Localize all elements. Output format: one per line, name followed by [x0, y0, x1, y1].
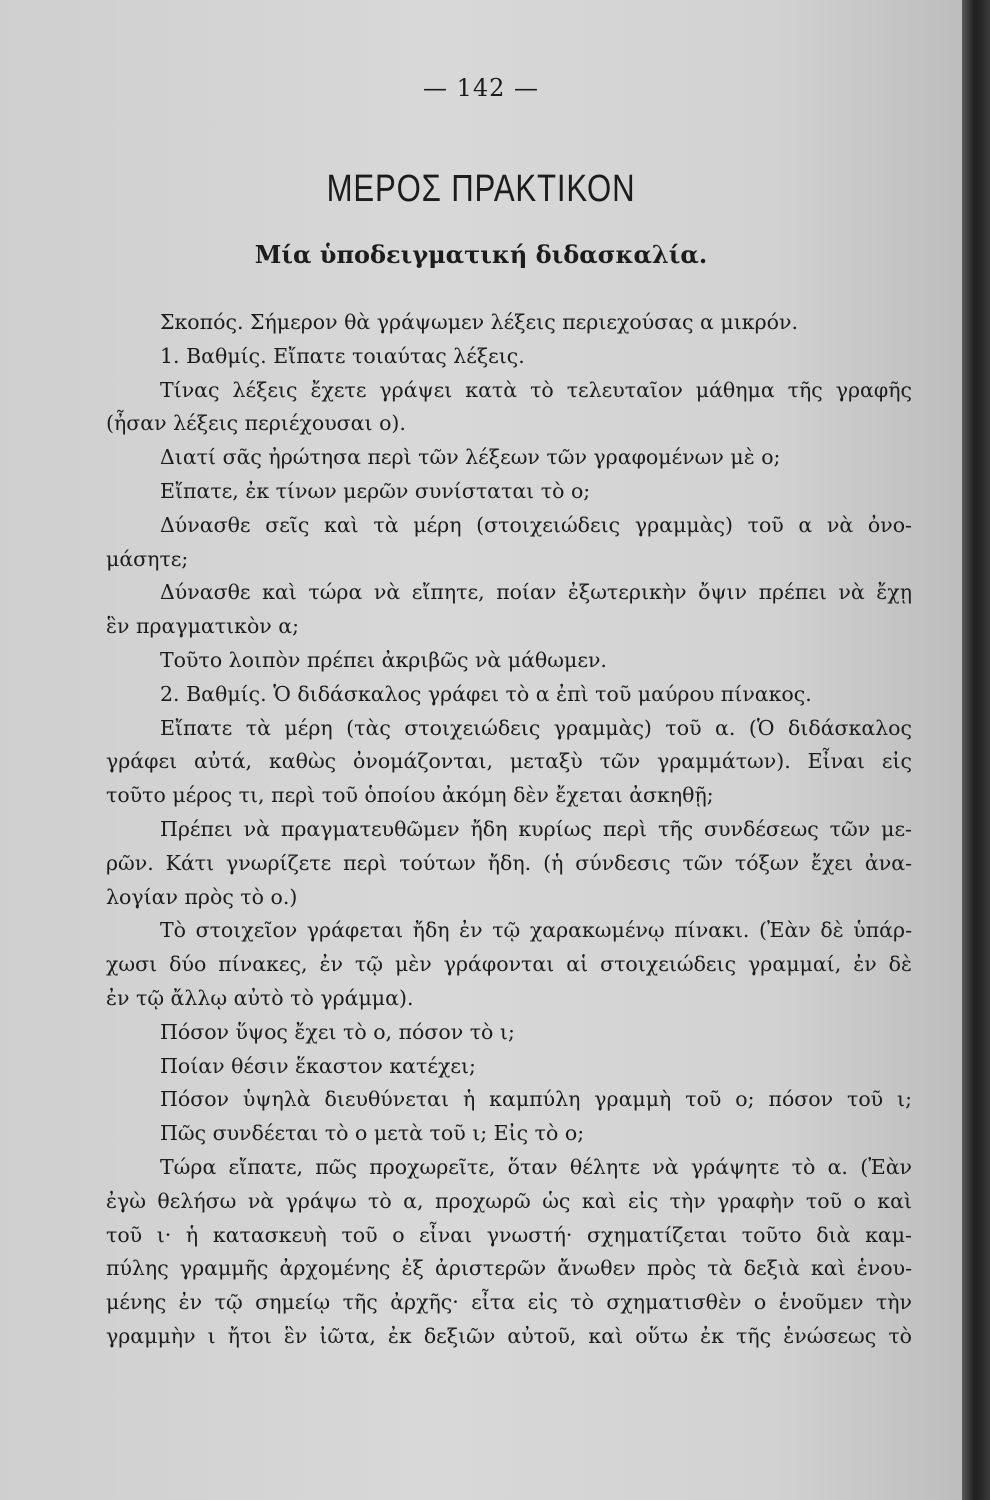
text-line: Πόσον ὑψηλὰ διευθύνεται ἡ καμπύλη γραμμὴ τοῦ ο; πόσον τοῦ ι;	[160, 1087, 912, 1112]
text-line: ἓν πραγματικὸν α;	[106, 614, 300, 639]
text-line: Τίνας λέξεις ἔχετε γράψει κατὰ τὸ τελευταῖον μάθημα τῆς γραφῆς	[160, 377, 912, 402]
section-subtitle: Μία ὑποδειγματική διδασκαλία.	[254, 240, 708, 269]
text-line: ρῶν. Κάτι γνωρίζετε περὶ τούτων ἤδη. (ἡ σύνδεσις τῶν τόξων ἔχει ἀνα-	[106, 850, 912, 875]
body-text	[106, 306, 912, 1354]
text-line: Τοῦτο λοιπὸν πρέπει ἀκριβῶς νὰ μάθωμεν.	[160, 647, 607, 672]
text-line: Δύνασθε καὶ τώρα νὰ εἴπητε, ποίαν ἐξωτερικὴν ὄψιν πρέπει νὰ ἔχῃ	[160, 580, 912, 605]
text-line: Τὸ στοιχεῖον γράφεται ἤδη ἐν τῷ χαρακωμένῳ πίνακι. (Ἐὰν δὲ ὑπάρ-	[160, 918, 912, 943]
text-line: (ἦσαν λέξεις περιέχουσαι ο).	[106, 411, 406, 436]
text-line: Σκοπός. Σήμερον θὰ γράψωμεν λέξεις περιεχούσας α μικρόν.	[160, 310, 798, 334]
text-line: γράφει αὐτά, καθὼς ὀνομάζονται, μεταξὺ τῶν γραμμάτων). Εἶναι εἰς	[106, 749, 912, 774]
text-line: 2. Βαθμίς. Ὁ διδάσκαλος γράφει τὸ α ἐπὶ τοῦ μαύρου πίνακος.	[160, 681, 812, 706]
text-line: χωσι δύο πίνακες, ἐν τῷ μὲν γράφονται αἱ στοιχειώδεις γραμμαί, ἐν δὲ	[106, 952, 912, 977]
text-line: Τώρα εἴπατε, πῶς προχωρεῖτε, ὅταν θέλητε νὰ γράψητε τὸ α. (Ἐὰν	[160, 1154, 912, 1179]
text-line: Εἴπατε, ἐκ τίνων μερῶν συνίσταται τὸ ο;	[160, 478, 591, 503]
text-line: γραμμὴν ι ἤτοι ἓν ἰῶτα, ἐκ δεξιῶν αὐτοῦ, καὶ οὕτω ἐκ τῆς ἑνώσεως τὸ	[106, 1323, 912, 1348]
text-line: 1. Βαθμίς. Εἴπατε τοιαύτας λέξεις.	[160, 343, 525, 368]
book-spine	[962, 0, 990, 1500]
section-title: ΜΕΡΟΣ ΠΡΑΚΤΙΚΟΝ	[326, 168, 636, 210]
text-line: λογίαν πρὸς τὸ ο.)	[106, 884, 298, 909]
text-line: Δύνασθε σεῖς καὶ τὰ μέρη (στοιχειώδεις γραμμὰς) τοῦ α νὰ ὀνο-	[160, 512, 912, 537]
text-line: μένης ἐν τῷ σημείῳ τῆς ἀρχῆς· εἶτα εἰς τὸ σχηματισθὲν ο ἑνοῦμεν τὴν	[106, 1290, 912, 1315]
text-line: μάσητε;	[106, 546, 189, 571]
text-line: ἐγὼ θελήσω νὰ γράψω τὸ α, προχωρῶ ὡς καὶ εἰς τὴν γραφὴν τοῦ ο καὶ	[106, 1188, 912, 1213]
page-number: — 142 —	[422, 74, 540, 102]
text-line: πύλης γραμμῆς ἀρχομένης ἐξ ἀριστερῶν ἄνωθεν πρὸς τὰ δεξιὰ καὶ ἑνου-	[106, 1256, 912, 1281]
text-line: Διατί σᾶς ἠρώτησα περὶ τῶν λέξεων τῶν γραφομένων μὲ ο;	[160, 445, 781, 470]
text-line: Πρέπει νὰ πραγματευθῶμεν ἤδη κυρίως περὶ τῆς συνδέσεως τῶν με-	[160, 816, 912, 841]
text-line: ἐν τῷ ἄλλῳ αὐτὸ τὸ γράμμα).	[106, 985, 414, 1010]
text-line: τοῦτο μέρος τι, περὶ τοῦ ὁποίου ἀκόμη δὲν ἔχεται ἀσκηθῇ;	[106, 783, 714, 808]
text-line: τοῦ ι· ἡ κατασκευὴ τοῦ ο εἶναι γνωστή· σχηματίζεται τοῦτο διὰ καμ-	[106, 1222, 912, 1247]
text-line: Πῶς συνδέεται τὸ ο μετὰ τοῦ ι; Εἰς τὸ ο;	[160, 1121, 585, 1146]
text-line: Εἴπατε τὰ μέρη (τὰς στοιχειώδεις γραμμὰς) τοῦ α. (Ὁ διδάσκαλος	[160, 715, 912, 740]
text-line: Πόσον ὕψος ἔχει τὸ ο, πόσον τὸ ι;	[160, 1019, 515, 1044]
text-line: Ποίαν θέσιν ἕκαστον κατέχει;	[160, 1053, 476, 1078]
